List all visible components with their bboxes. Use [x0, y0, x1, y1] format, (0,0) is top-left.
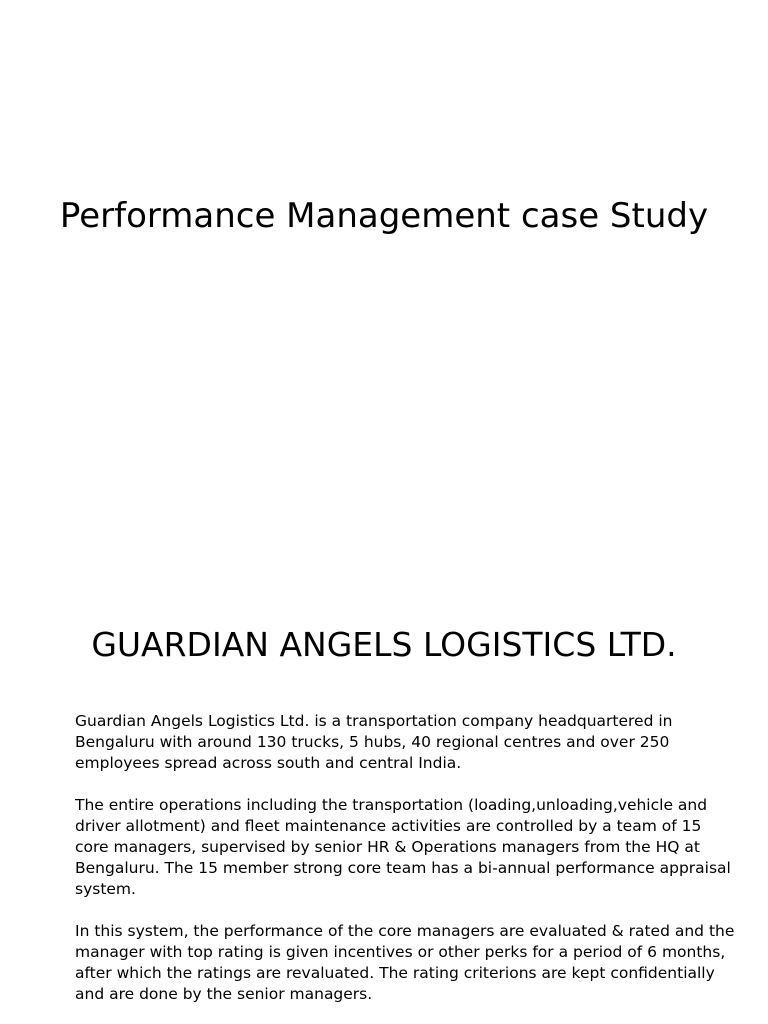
body-paragraph-1: Guardian Angels Logistics Ltd. is a transportation company headquartered in Bengaluru with around 130 trucks, 5 hubs, 40 regional centres and over 250 employees spread across south and central India.	[75, 712, 673, 772]
body-paragraph-2: The entire operations including the transportation (loading,unloading,vehicle and driver allotment) and fleet maintenance activities are controlled by a team of 15 core managers, supervised by senior HR & Operations managers from the HQ at Bengaluru. The 15 member strong core team has a bi-annual performance appraisal system.	[75, 796, 731, 898]
body-paragraph-3: In this system, the performance of the core managers are evaluated & rated and the manager with top rating is given incentives or other perks for a period of 6 months, after which the ratings are revaluated. The rating criterions are kept confidentially and are done by the senior managers.	[75, 922, 735, 1003]
slide-2	[0, 576, 768, 1024]
slide-1-title: Performance Management case Study	[59, 196, 709, 236]
slide-2-body	[75, 711, 735, 1024]
slide-2-title: GUARDIAN ANGELS LOGISTICS LTD.	[91, 625, 677, 664]
